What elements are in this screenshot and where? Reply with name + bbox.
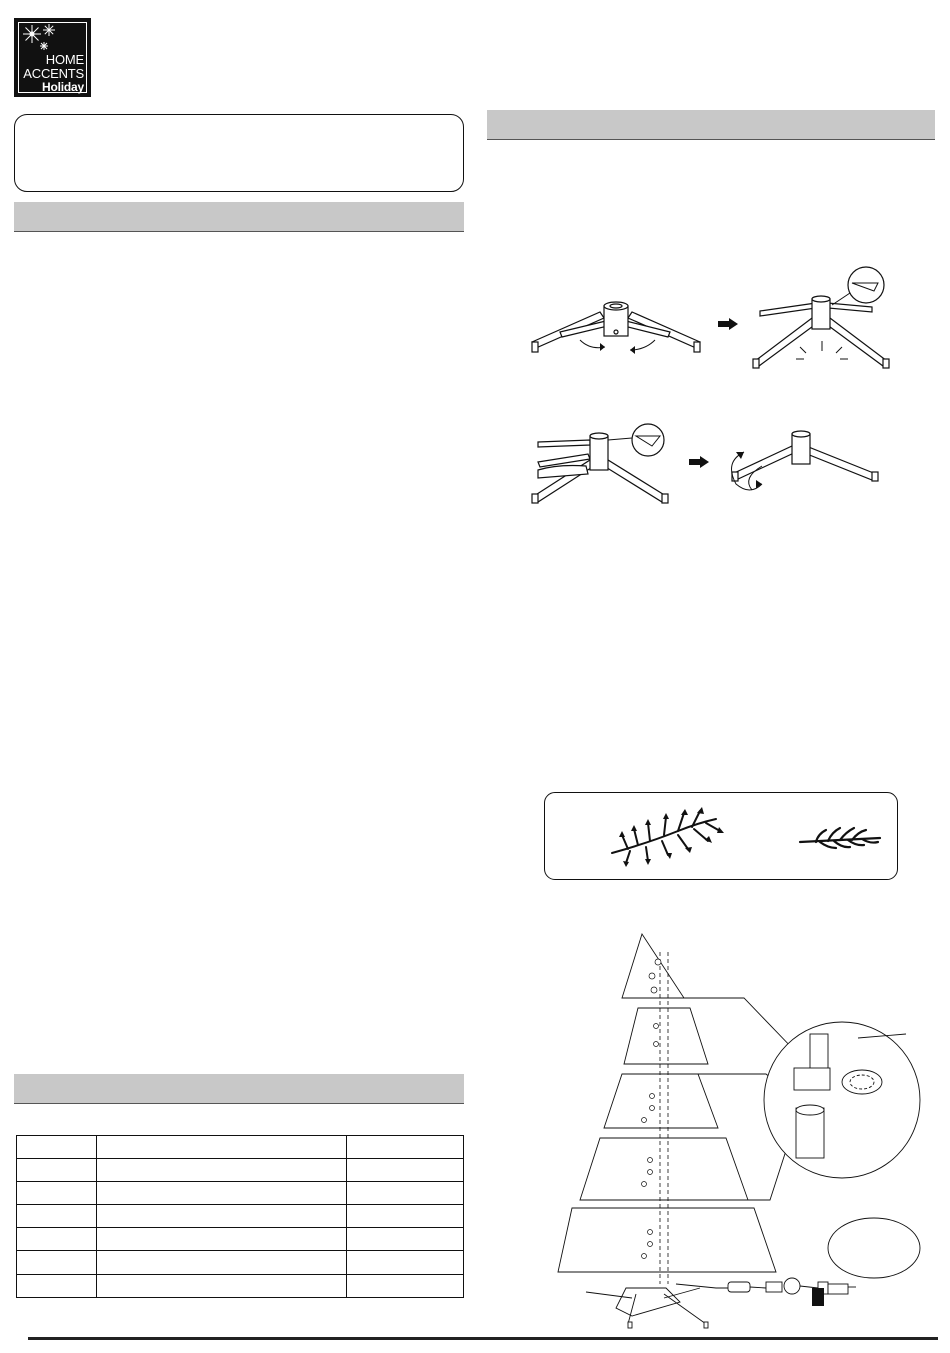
arrow-right-icon <box>718 318 738 330</box>
tree-section-2 <box>624 1008 708 1064</box>
table-row <box>17 1251 464 1274</box>
table-cell <box>97 1228 347 1251</box>
rotate-arrow-icon <box>736 452 744 459</box>
tree-assembly-diagram <box>556 932 936 1334</box>
brand-line-accents: ACCENTS <box>23 66 84 81</box>
table-row <box>17 1274 464 1297</box>
tree-section-4 <box>580 1138 748 1200</box>
footer-rule <box>28 1337 938 1340</box>
parts-table <box>16 1135 464 1298</box>
table-cell <box>97 1159 347 1182</box>
table-cell <box>347 1159 464 1182</box>
table-row <box>17 1159 464 1182</box>
section-header-left-top <box>14 202 464 232</box>
table-cell <box>17 1182 97 1205</box>
table-cell <box>17 1136 97 1159</box>
table-cell <box>97 1205 347 1228</box>
tree-section-3 <box>604 1074 718 1128</box>
table-row <box>17 1136 464 1159</box>
tree-section-5 <box>558 1208 776 1272</box>
stand-step2-illustration <box>750 265 895 370</box>
fluffed-branch-illustration <box>608 805 726 869</box>
table-cell <box>347 1251 464 1274</box>
section-header-right-top <box>487 110 935 140</box>
tip-callout-bubble <box>828 1218 920 1278</box>
table-row <box>17 1228 464 1251</box>
arrow-right-icon <box>689 456 709 468</box>
notice-box <box>14 114 464 192</box>
table-cell <box>17 1251 97 1274</box>
table-row <box>17 1182 464 1205</box>
connector-zoom-circle <box>764 1022 920 1178</box>
stand-step4-illustration <box>722 422 880 494</box>
table-cell <box>97 1182 347 1205</box>
table-cell <box>17 1228 97 1251</box>
table-cell <box>347 1182 464 1205</box>
table-cell <box>347 1274 464 1297</box>
brand-line-holiday: Holiday <box>42 80 84 94</box>
table-cell <box>17 1205 97 1228</box>
table-cell <box>97 1274 347 1297</box>
stand-step3-illustration <box>528 422 673 507</box>
table-cell <box>347 1228 464 1251</box>
brand-line-home: HOME <box>45 52 84 67</box>
table-cell <box>17 1274 97 1297</box>
table-cell <box>347 1136 464 1159</box>
stand-step1-illustration <box>530 292 705 362</box>
table-cell <box>97 1136 347 1159</box>
table-cell <box>17 1159 97 1182</box>
section-header-parts <box>14 1074 464 1104</box>
table-cell <box>347 1205 464 1228</box>
table-cell <box>97 1251 347 1274</box>
snowflake-icon <box>20 22 60 56</box>
brand-logo <box>14 18 91 97</box>
flat-branch-illustration <box>798 822 882 852</box>
table-row <box>17 1205 464 1228</box>
